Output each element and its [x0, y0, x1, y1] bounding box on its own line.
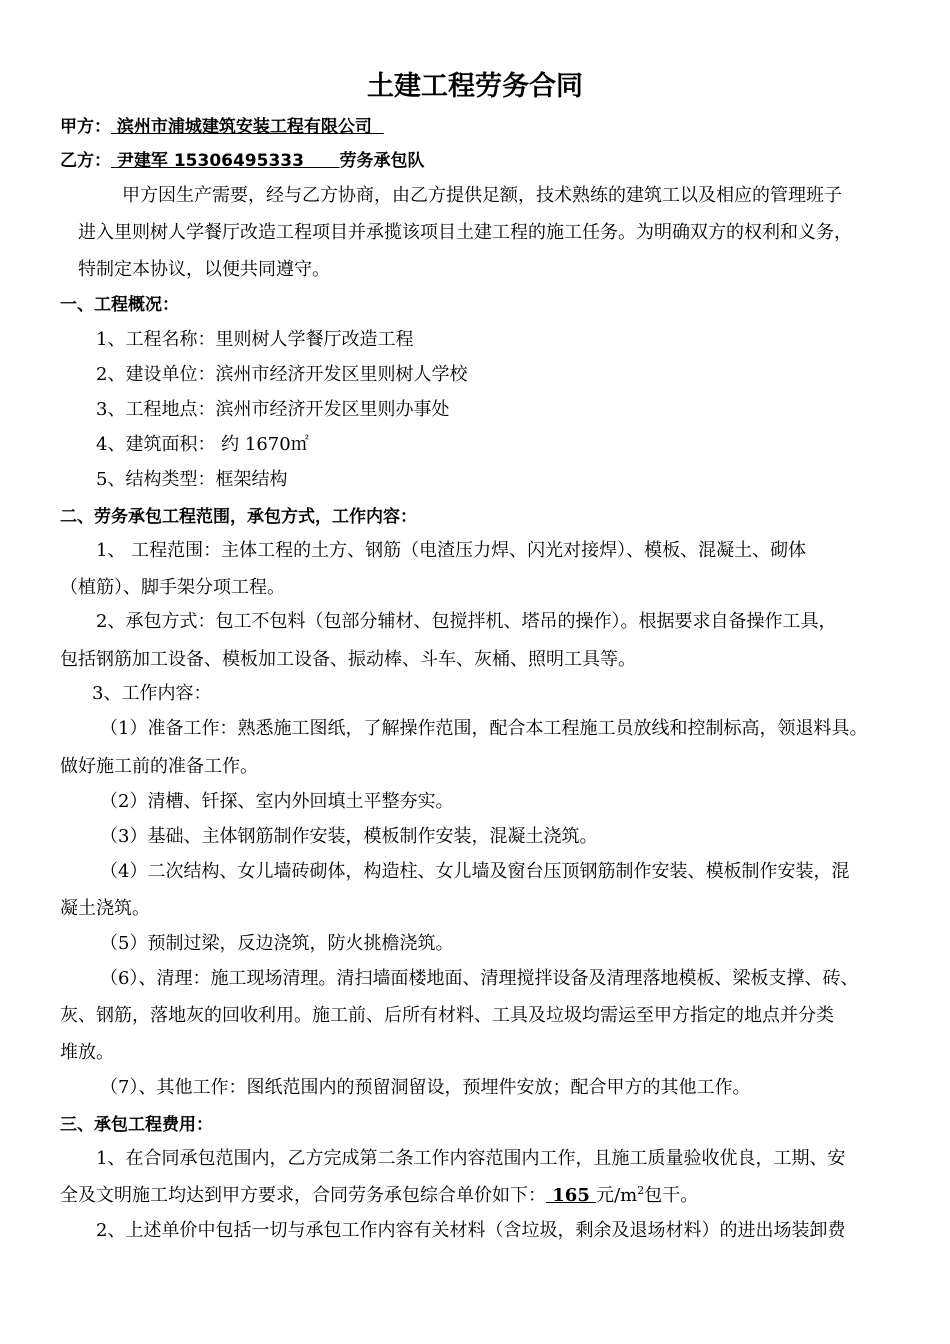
work-item: （6）、清理：施工现场清理。清扫墙面楼地面、清理搅拌设备及清理落地模板、梁板支撑、砖、 [100, 968, 859, 989]
work-item: （2）清槽、钎探、室内外回填土平整夯实。 [100, 791, 454, 812]
work-item: （4）二次结构、女儿墙砖砌体，构造柱、女儿墙及窗台压顶钢筋制作安装、模板制作安装，混 [100, 861, 850, 882]
unit-superscript: 2 [637, 1184, 645, 1197]
price-unit: 元/m [596, 1185, 638, 1206]
scope-line: 1、 工程范围：主体工程的土方、钢筋（电渣压力焊、闪光对接焊）、模板、混凝土、砌体 [96, 540, 807, 561]
work-item: （1）准备工作：熟悉施工图纸，了解操作范围，配合本工程施工员放线和控制标高，领退料具。 [100, 718, 868, 739]
fee-text: 全及文明施工均达到甲方要求，合同劳务承包综合单价如下： [60, 1185, 546, 1206]
work-item: （5）预制过梁，反边浇筑，防火挑檐浇筑。 [100, 933, 454, 954]
method-line: 2、承包方式：包工不包料（包部分辅材、包搅拌机、塔吊的操作）。根据要求自备操作工具， [96, 611, 837, 632]
preamble-line: 甲方因生产需要，经与乙方协商，由乙方提供足额，技术熟练的建筑工以及相应的管理班子 [122, 185, 842, 206]
party-b-suffix: 劳务承包队 [339, 151, 425, 171]
work-item: 做好施工前的准备工作。 [60, 756, 258, 777]
party-b-line [60, 149, 424, 173]
project-item: 1、工程名称：里则树人学餐厅改造工程 [96, 329, 414, 350]
method-line: 包括钢筋加工设备、模板加工设备、振动棒、斗车、灰桶、照明工具等。 [60, 649, 636, 670]
party-a-label: 甲方： [60, 117, 111, 137]
project-item: 4、建筑面积： 约 1670㎡ [96, 434, 309, 455]
project-item: 3、工程地点：滨州市经济开发区里则办事处 [96, 399, 450, 420]
fee-line [60, 1184, 698, 1208]
section-heading: 一、工程概况： [60, 295, 179, 315]
preamble-line: 进入里则树人学餐厅改造工程项目并承揽该项目土建工程的施工任务。为明确双方的权利和义务， [78, 222, 852, 243]
work-item: （7）、其他工作：图纸范围内的预留洞留设，预埋件安放；配合甲方的其他工作。 [100, 1077, 751, 1098]
work-item: 堆放。 [60, 1042, 114, 1063]
section-heading: 二、劳务承包工程范围，承包方式，工作内容： [60, 507, 417, 527]
work-item: （3）基础、主体钢筋制作安装，模板制作安装，混凝土浇筑。 [100, 826, 598, 847]
page-title: 土建工程劳务合同 [367, 71, 583, 102]
scope-line: （植筋）、脚手架分项工程。 [60, 577, 285, 598]
work-item: 灰、钢筋，落地灰的回收利用。施工前、后所有材料、工具及垃圾均需运至甲方指定的地点并分类 [60, 1005, 834, 1026]
party-a-line [60, 115, 384, 139]
party-b-label: 乙方： [60, 151, 111, 171]
unit-price: 165 [546, 1185, 597, 1206]
party-a-value: 滨州市浦城建筑安装工程有限公司 [111, 117, 384, 137]
party-b-name: 尹建军 15306495333 [111, 151, 340, 171]
section-heading: 三、承包工程费用： [60, 1115, 213, 1135]
project-item: 2、建设单位：滨州市经济开发区里则树人学校 [96, 364, 468, 385]
preamble-line: 特制定本协议，以便共同遵守。 [78, 259, 330, 280]
fee-line: 1、在合同承包范围内，乙方完成第二条工作内容范围内工作，且施工质量验收优良，工期、安 [96, 1148, 846, 1169]
fee-line: 2、上述单价中包括一切与承包工作内容有关材料（含垃圾，剩余及退场材料）的进出场装卸费 [96, 1220, 846, 1241]
work-item: 凝土浇筑。 [60, 898, 150, 919]
project-item: 5、结构类型：框架结构 [96, 469, 288, 490]
fee-end: 包干。 [644, 1185, 699, 1206]
content-heading: 3、工作内容： [92, 683, 212, 704]
